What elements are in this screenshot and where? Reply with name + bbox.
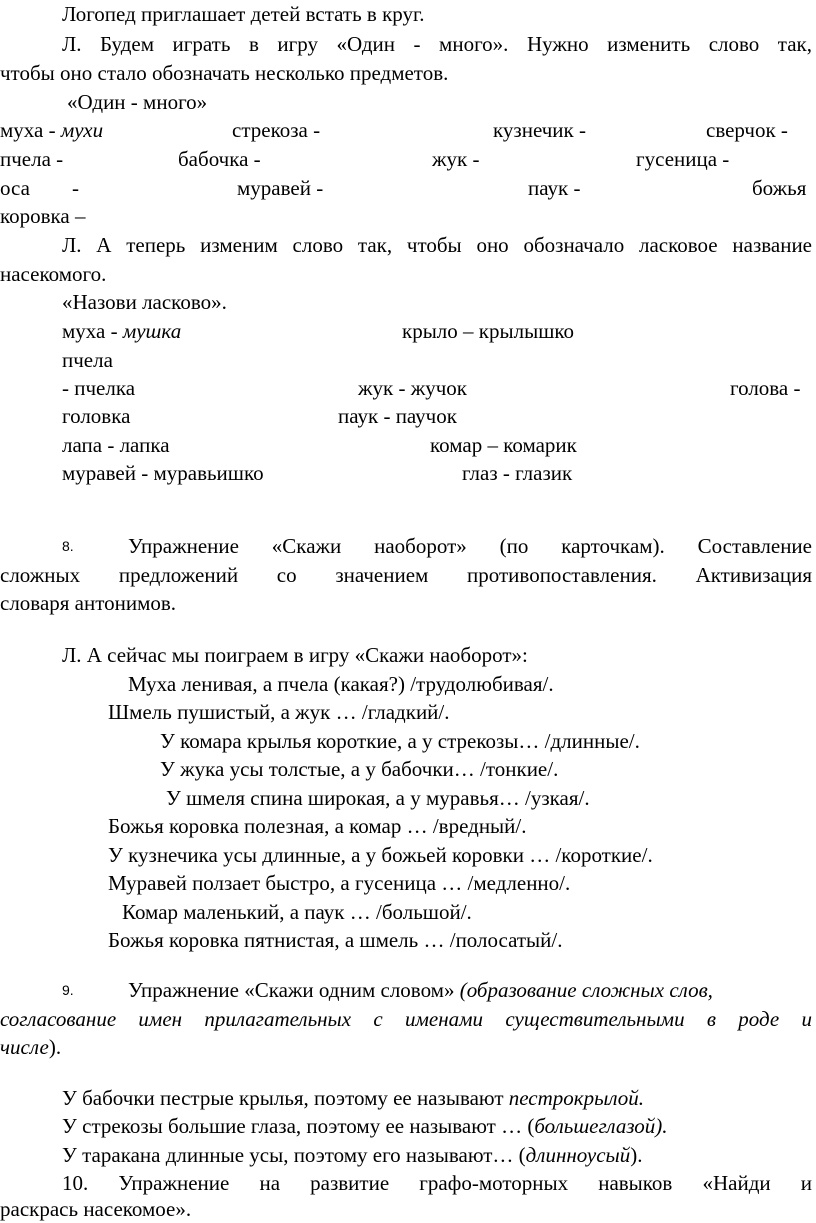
answer: длинноусый: [525, 1143, 631, 1167]
affectionate-row-1: [0, 317, 816, 345]
exercise-8-line-1: Упражнение «Скажи наоборот» (по карточкам). Составление: [128, 534, 812, 558]
exercise-9-number: 9.: [62, 982, 74, 998]
affectionate-row-3: [0, 374, 816, 402]
compound-sentence-2: [62, 1112, 667, 1140]
antonym-item: Божья коровка полезная, а комар … /вредный/.: [108, 814, 527, 838]
game-title-affectionate: «Назови ласково».: [62, 290, 227, 314]
exercise-9-line-2: согласование имен прилагательных с именами существительными в роде и: [0, 1007, 812, 1031]
normal-text: У стрекозы большие глаза, поэтому ее называют … (: [62, 1114, 535, 1138]
word: бабочка -: [178, 147, 261, 171]
compound-sentence-1: [62, 1084, 644, 1112]
pair: голова -: [730, 376, 801, 400]
affectionate-line-1: Л. А теперь изменим слово так, чтобы оно обозначало ласковое название: [62, 233, 812, 257]
one-many-row-2: [0, 145, 816, 173]
exercise-8-line-2: сложных предложений со значением противопоставления. Активизация: [0, 563, 812, 587]
answer: большеглазой).: [534, 1114, 668, 1138]
pair: глаз - глазик: [462, 461, 573, 485]
word: жук -: [432, 147, 480, 171]
antonym-item: У шмеля спина широкая, а у муравья… /узкая/.: [166, 786, 590, 810]
affectionate-row-2: пчела: [62, 348, 113, 372]
word: сверчок -: [706, 118, 788, 142]
exercise-8-number: 8.: [62, 538, 74, 554]
antonym-item: Комар маленький, а паук … /большой/.: [122, 900, 472, 924]
pair: муравей - муравьишко: [62, 461, 264, 485]
normal-text: У таракана длинные усы, поэтому его называют… (: [62, 1143, 526, 1167]
game-title-one-many: «Один - много»: [67, 90, 208, 114]
word: паук -: [528, 176, 581, 200]
word: муха -: [62, 319, 123, 343]
pair: - пчелка: [62, 376, 136, 400]
answer: мушка: [122, 319, 182, 343]
pair: головка: [62, 404, 131, 428]
italic-text: (образование сложных слов,: [459, 978, 713, 1002]
intro-line-2: Л. Будем играть в игру «Один - много». Нужно изменить слово так,: [62, 32, 812, 56]
exercise-10-line-1: 10. Упражнение на развитие графо-моторных навыков «Найди и: [62, 1171, 812, 1195]
normal-text: Упражнение «Скажи одним словом»: [128, 978, 460, 1002]
intro-line-1: Логопед приглашает детей встать в круг.: [62, 2, 425, 26]
word: гусеница -: [636, 147, 730, 171]
affectionate-line-2: насекомого.: [0, 262, 107, 286]
word: божья: [752, 176, 807, 200]
exercise-9-line-1: [128, 976, 713, 1004]
antonym-item: У жука усы толстые, а у бабочки… /тонкие/.: [160, 757, 559, 781]
one-many-row-1: [0, 116, 816, 144]
intro-line-3: чтобы оно стало обозначать несколько предметов.: [0, 61, 449, 85]
word: стрекоза -: [232, 118, 321, 142]
pair: комар – комарик: [430, 433, 577, 457]
answer: мухи: [60, 118, 104, 142]
exercise-9-line-3: [0, 1033, 61, 1061]
word: оса: [0, 176, 30, 200]
word: муравей -: [237, 176, 324, 200]
exercise-8-intro: Л. А сейчас мы поиграем в игру «Скажи наоборот»:: [62, 643, 528, 667]
antonym-item: У комара крылья короткие, а у стрекозы… /длинные/.: [160, 729, 640, 753]
answer: пестрокрылой.: [508, 1086, 645, 1110]
word: муха -: [0, 118, 61, 142]
pair: жук - жучок: [358, 376, 467, 400]
antonym-item: Божья коровка пятнистая, а шмель … /полосатый/.: [108, 928, 563, 952]
compound-sentence-3: [62, 1141, 642, 1169]
exercise-8-line-3: словаря антонимов.: [0, 591, 177, 615]
antonym-item: Муха ленивая, а пчела (какая?) /трудолюбивая/.: [128, 672, 554, 696]
pair: лапа - лапка: [62, 433, 170, 457]
italic-text: числе: [0, 1035, 49, 1059]
affectionate-row-6: [0, 459, 816, 487]
pair: паук - паучок: [338, 404, 457, 428]
antonym-item: Муравей ползает быстро, а гусеница … /медленно/.: [108, 871, 571, 895]
normal-text: ).: [48, 1035, 62, 1059]
pair: крыло – крылышко: [402, 319, 574, 343]
one-many-row-4: коровка –: [0, 204, 86, 228]
normal-text: ).: [630, 1143, 643, 1167]
exercise-10-line-2: раскрась насекомое».: [0, 1197, 192, 1221]
antonym-item: У кузнечика усы длинные, а у божьей коровки … /короткие/.: [108, 843, 653, 867]
one-many-row-3: [0, 174, 816, 202]
word: кузнечик -: [493, 118, 586, 142]
word: -: [72, 176, 79, 200]
normal-text: У бабочки пестрые крылья, поэтому ее называют: [62, 1086, 509, 1110]
affectionate-row-4: [0, 402, 816, 430]
antonym-item: Шмель пушистый, а жук … /гладкий/.: [108, 700, 450, 724]
affectionate-row-5: [0, 431, 816, 459]
word: пчела -: [0, 147, 64, 171]
